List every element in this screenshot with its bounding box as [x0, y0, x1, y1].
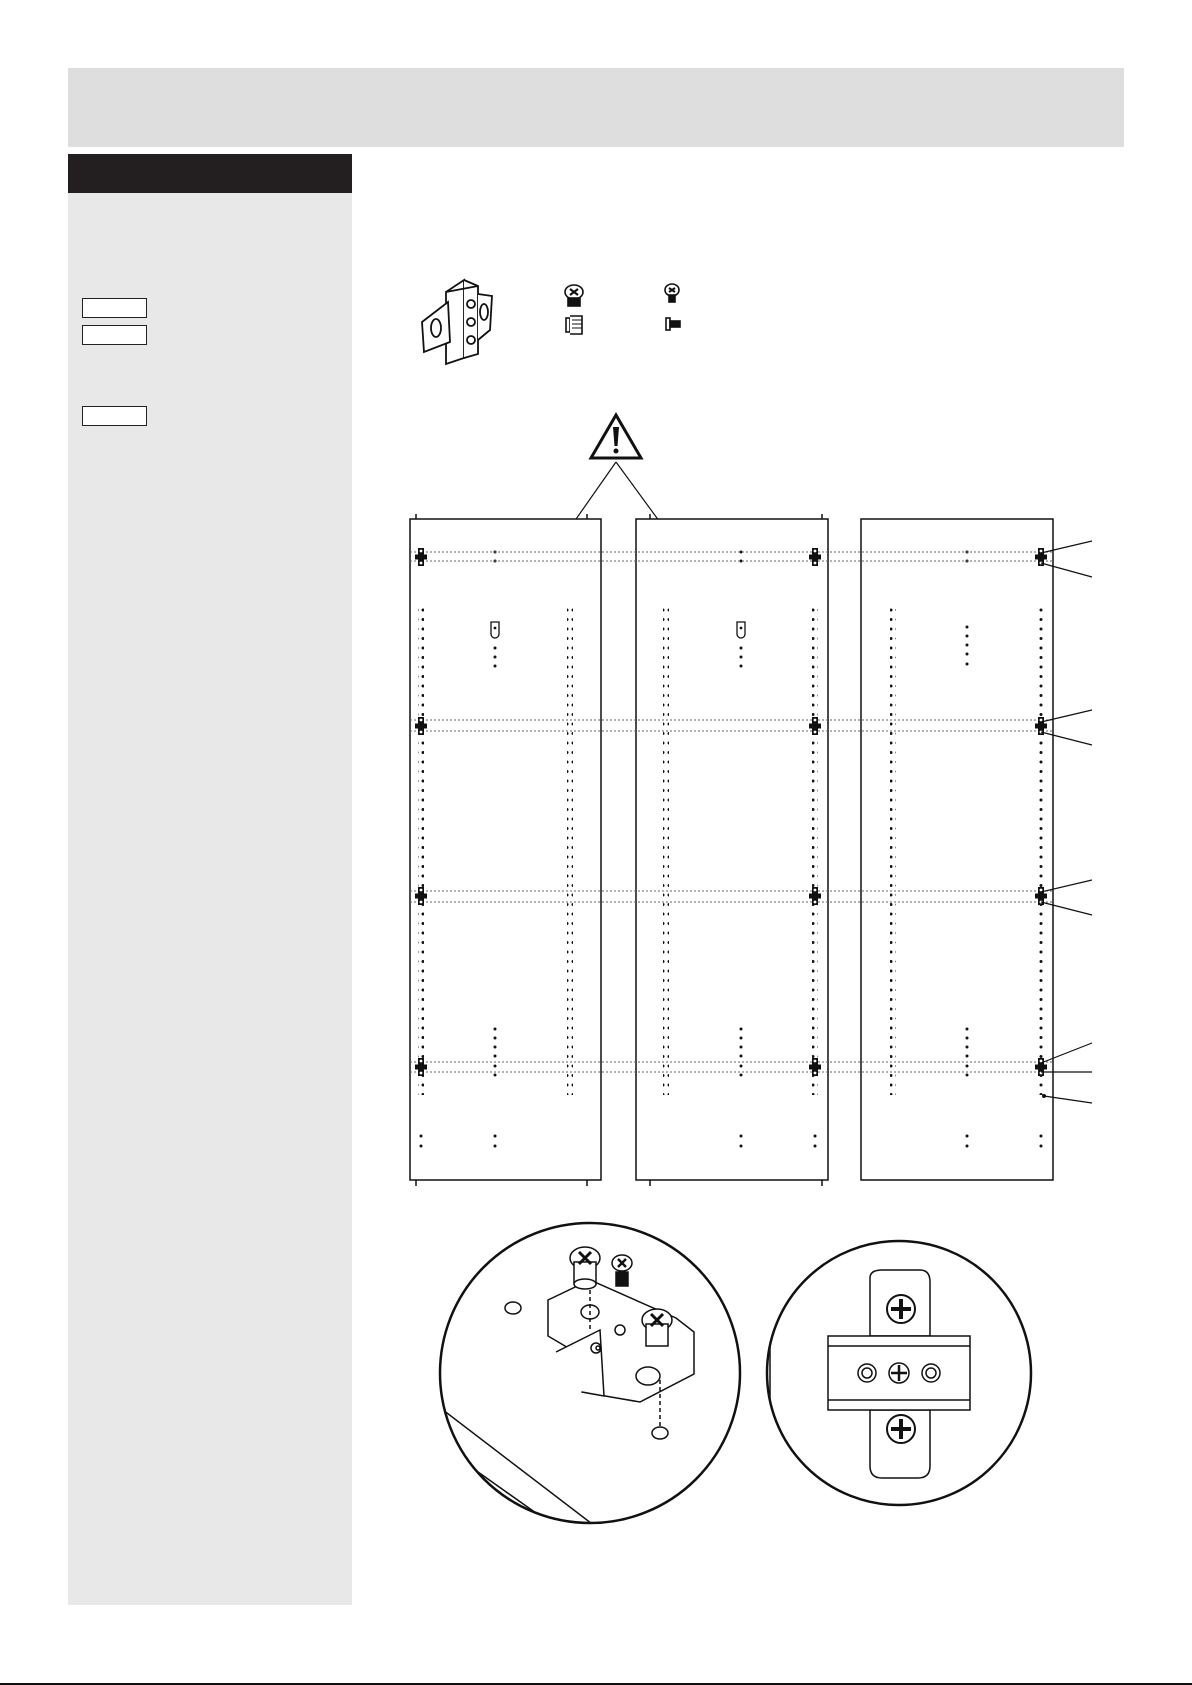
- small-screw-icon: [665, 284, 680, 330]
- cabinet-side-panel-3: [861, 519, 1053, 1180]
- hinge-plate-icon: [422, 280, 492, 364]
- warning-triangle-icon: [591, 415, 641, 458]
- detail-view-hinge-front: [767, 1240, 1031, 1510]
- euro-screw-icon: [565, 285, 583, 334]
- detail-view-hinge-fitting: [430, 1223, 740, 1530]
